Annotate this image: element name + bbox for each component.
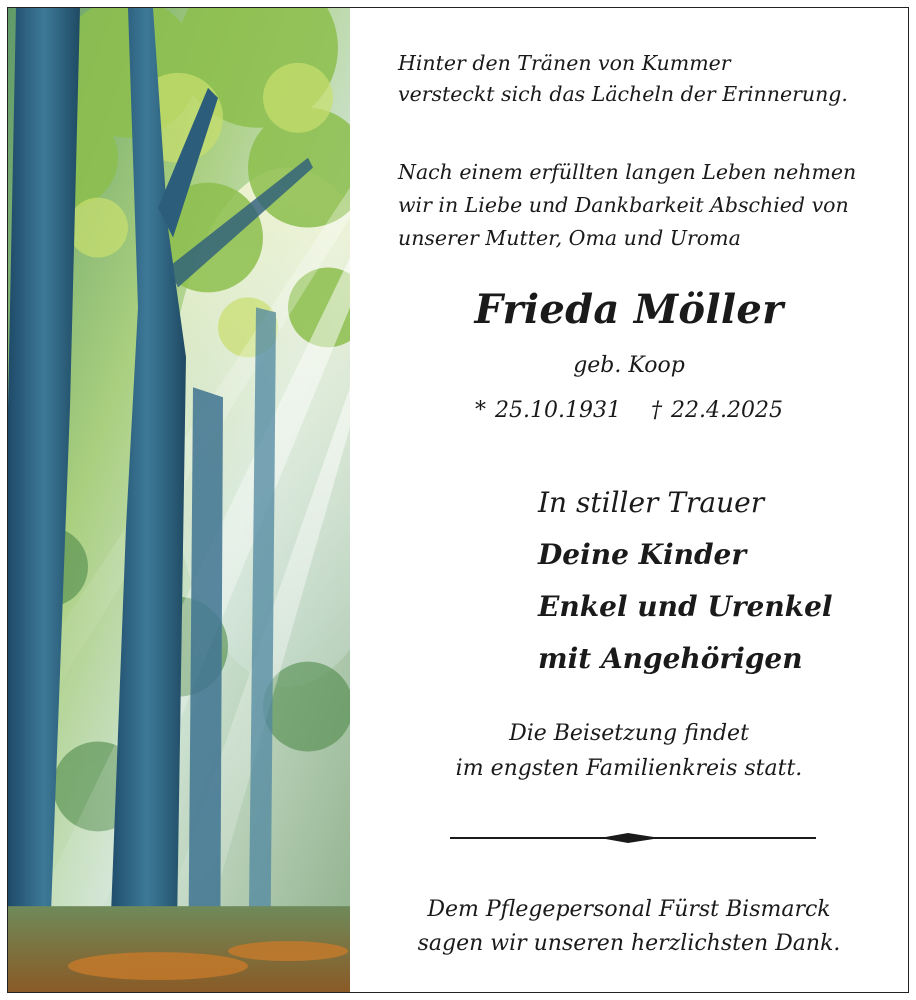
funeral-line: im engsten Familienkreis statt.	[455, 756, 803, 781]
intro-line: wir in Liebe und Dankbarkeit Abschied von	[398, 193, 849, 217]
thanks-note	[350, 893, 908, 961]
ornamental-divider	[450, 831, 816, 845]
forest-photo	[8, 8, 350, 992]
notice-text-column	[350, 8, 908, 992]
thanks-line: sagen wir unseren herzlichsten Dank.	[417, 931, 841, 956]
intro-line: unserer Mutter, Oma und Uroma	[398, 226, 741, 250]
life-dates	[350, 398, 908, 423]
memorial-verse	[398, 48, 848, 110]
mourner-line: Deine Kinder	[538, 538, 747, 571]
mourning-intro: In stiller Trauer	[538, 486, 765, 519]
thanks-line: Dem Pflegepersonal Fürst Bismarck	[427, 897, 831, 922]
deceased-name: Frieda Möller	[474, 286, 784, 333]
maiden-name: geb. Koop	[573, 353, 685, 378]
farewell-intro	[398, 156, 856, 255]
mourner-line: mit Angehörigen	[538, 642, 803, 675]
verse-line: Hinter den Tränen von Kummer	[398, 51, 731, 75]
intro-line: Nach einem erfüllten langen Leben nehmen	[398, 160, 857, 184]
verse-line: versteckt sich das Lächeln der Erinnerung.	[398, 82, 848, 106]
funeral-note	[350, 716, 908, 786]
death-date: † 22.4.2025	[651, 398, 783, 423]
birth-date: * 25.10.1931	[475, 398, 621, 423]
forest-image	[8, 8, 350, 992]
mourner-line: Enkel und Urenkel	[538, 590, 833, 623]
obituary-notice	[7, 7, 909, 993]
funeral-line: Die Beisetzung findet	[509, 721, 749, 746]
